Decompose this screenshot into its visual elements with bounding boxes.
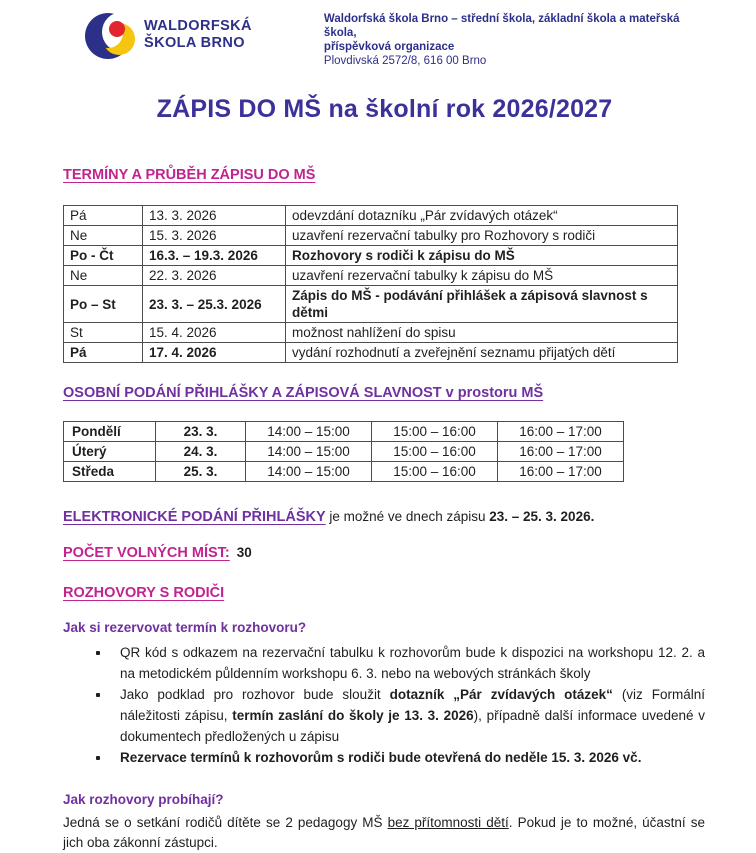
terminy-row bbox=[64, 266, 678, 286]
terminy-row bbox=[64, 246, 678, 266]
slavnost-cell-slot: 14:00 – 15:00 bbox=[246, 462, 372, 482]
slavnost-cell-slot: 16:00 – 17:00 bbox=[498, 462, 624, 482]
school-logo-text bbox=[144, 18, 252, 52]
terminy-cell-day: Po - Čt bbox=[64, 246, 143, 266]
terminy-cell-day: Po – St bbox=[64, 286, 143, 323]
terminy-row bbox=[64, 206, 678, 226]
text-segment: Jako podklad pro rozhovor bude sloužit bbox=[120, 687, 390, 702]
slavnost-row bbox=[64, 422, 624, 442]
terminy-row bbox=[64, 343, 678, 363]
slavnost-cell-day: Úterý bbox=[64, 442, 156, 462]
slavnost-cell-day: Pondělí bbox=[64, 422, 156, 442]
slavnost-table bbox=[63, 421, 624, 482]
slavnost-row bbox=[64, 442, 624, 462]
section-terminy-heading: TERMÍNY A PRŮBĚH ZÁPISU DO MŠ bbox=[63, 167, 316, 183]
bullet-item bbox=[63, 747, 705, 768]
elektronicke-heading: ELEKTRONICKÉ PODÁNÍ PŘIHLÁŠKY bbox=[63, 509, 326, 525]
bullet-item bbox=[63, 642, 705, 684]
bullet-item bbox=[63, 684, 705, 747]
terminy-cell-desc: odevzdání dotazníku „Pár zvídavých otázek“ bbox=[286, 206, 678, 226]
pocet-value: 30 bbox=[236, 545, 252, 560]
terminy-cell-day: Ne bbox=[64, 226, 143, 246]
slavnost-cell-date: 24. 3. bbox=[156, 442, 246, 462]
reservation-bullets bbox=[63, 642, 705, 768]
page-title: ZÁPIS DO MŠ na školní rok 2026/2027 bbox=[156, 95, 613, 123]
terminy-cell-day: St bbox=[64, 323, 143, 343]
slavnost-cell-slot: 15:00 – 16:00 bbox=[372, 462, 498, 482]
slavnost-cell-slot: 14:00 – 15:00 bbox=[246, 442, 372, 462]
slavnost-cell-slot: 15:00 – 16:00 bbox=[372, 422, 498, 442]
terminy-cell-desc: uzavření rezervační tabulky k zápisu do MŠ bbox=[286, 266, 678, 286]
terminy-row bbox=[64, 226, 678, 246]
terminy-cell-day: Pá bbox=[64, 206, 143, 226]
terminy-cell-desc: Zápis do MŠ - podávání přihlášek a zápisová slavnost s dětmi bbox=[286, 286, 678, 323]
terminy-cell-date: 13. 3. 2026 bbox=[143, 206, 286, 226]
school-logo bbox=[83, 8, 252, 62]
slavnost-cell-slot: 14:00 – 15:00 bbox=[246, 422, 372, 442]
slavnost-cell-date: 23. 3. bbox=[156, 422, 246, 442]
slavnost-row bbox=[64, 462, 624, 482]
org-info bbox=[324, 12, 706, 68]
text-segment: QR kód s odkazem na rezervační tabulku k rozhovorům bude k dispozici na workshopu 12. 2. a na metodickém půldenním workshopu 6. 3. nebo na webových stránkách školy bbox=[120, 645, 705, 681]
slavnost-cell-date: 25. 3. bbox=[156, 462, 246, 482]
text-segment: Jedná se o setkání rodičů dítěte se 2 pedagogy MŠ bbox=[63, 815, 388, 830]
slavnost-cell-slot: 15:00 – 16:00 bbox=[372, 442, 498, 462]
terminy-cell-date: 23. 3. – 25.3. 2026 bbox=[143, 286, 286, 323]
terminy-cell-desc: uzavření rezervační tabulky pro Rozhovory s rodiči bbox=[286, 226, 678, 246]
terminy-cell-date: 16.3. – 19.3. 2026 bbox=[143, 246, 286, 266]
text-segment: . Pokud je to možné, účastní se jich oba zákonní zástupci. bbox=[63, 815, 705, 850]
terminy-cell-day: Pá bbox=[64, 343, 143, 363]
logo-text-line2: ŠKOLA BRNO bbox=[144, 35, 245, 51]
elektronicke-dates: 23. – 25. 3. 2026. bbox=[489, 509, 595, 524]
text-segment: termín zaslání do školy je 13. 3. 2026 bbox=[232, 708, 474, 723]
terminy-cell-desc: vydání rozhodnutí a zveřejnění seznamu přijatých dětí bbox=[286, 343, 678, 363]
process-answer bbox=[63, 813, 705, 853]
slavnost-cell-slot: 16:00 – 17:00 bbox=[498, 442, 624, 462]
org-name-line1: Waldorfská škola Brno – střední škola, základní škola a mateřská škola, bbox=[323, 13, 680, 39]
terminy-cell-date: 15. 3. 2026 bbox=[143, 226, 286, 246]
text-segment: (viz Formální náležitosti zápisu, bbox=[120, 687, 705, 723]
terminy-cell-date: 17. 4. 2026 bbox=[143, 343, 286, 363]
question-process: Jak rozhovory probíhají? bbox=[63, 792, 224, 807]
terminy-row bbox=[64, 323, 678, 343]
terminy-cell-date: 15. 4. 2026 bbox=[143, 323, 286, 343]
text-segment: bez přítomnosti dětí bbox=[387, 815, 509, 830]
school-logo-icon bbox=[83, 8, 137, 62]
terminy-cell-desc: možnost nahlížení do spisu bbox=[286, 323, 678, 343]
slavnost-cell-day: Středa bbox=[64, 462, 156, 482]
slavnost-cell-slot: 16:00 – 17:00 bbox=[498, 422, 624, 442]
pocet-heading: POČET VOLNÝCH MÍST: bbox=[63, 545, 230, 561]
terminy-cell-desc: Rozhovory s rodiči k zápisu do MŠ bbox=[286, 246, 678, 266]
header bbox=[83, 8, 706, 68]
section-osobni-heading: OSOBNÍ PODÁNÍ PŘIHLÁŠKY A ZÁPISOVÁ SLAVNOST v prostoru MŠ bbox=[63, 385, 544, 401]
question-reservation: Jak si rezervovat termín k rozhovoru? bbox=[63, 620, 307, 635]
text-segment: dotazník „Pár zvídavých otázek“ bbox=[389, 687, 613, 702]
terminy-table bbox=[63, 205, 678, 363]
section-rozhovory-heading: ROZHOVORY S RODIČI bbox=[63, 585, 225, 601]
elektronicke-line bbox=[63, 509, 706, 525]
terminy-cell-day: Ne bbox=[64, 266, 143, 286]
text-segment: Rezervace termínů k rozhovorům s rodiči bude otevřená do neděle 15. 3. 2026 vč. bbox=[120, 750, 642, 765]
logo-text-line1: WALDORFSKÁ bbox=[144, 18, 252, 34]
elektronicke-text: je možné ve dnech zápisu bbox=[325, 509, 490, 524]
text-segment: ), případně další informace uvedené v dokumentech předložených u zápisu bbox=[120, 708, 705, 744]
org-address: Plovdivská 2572/8, 616 00 Brno bbox=[323, 55, 487, 67]
pocet-line bbox=[63, 545, 706, 561]
org-name-line2: příspěvková organizace bbox=[323, 41, 455, 53]
terminy-cell-date: 22. 3. 2026 bbox=[143, 266, 286, 286]
terminy-row bbox=[64, 286, 678, 323]
